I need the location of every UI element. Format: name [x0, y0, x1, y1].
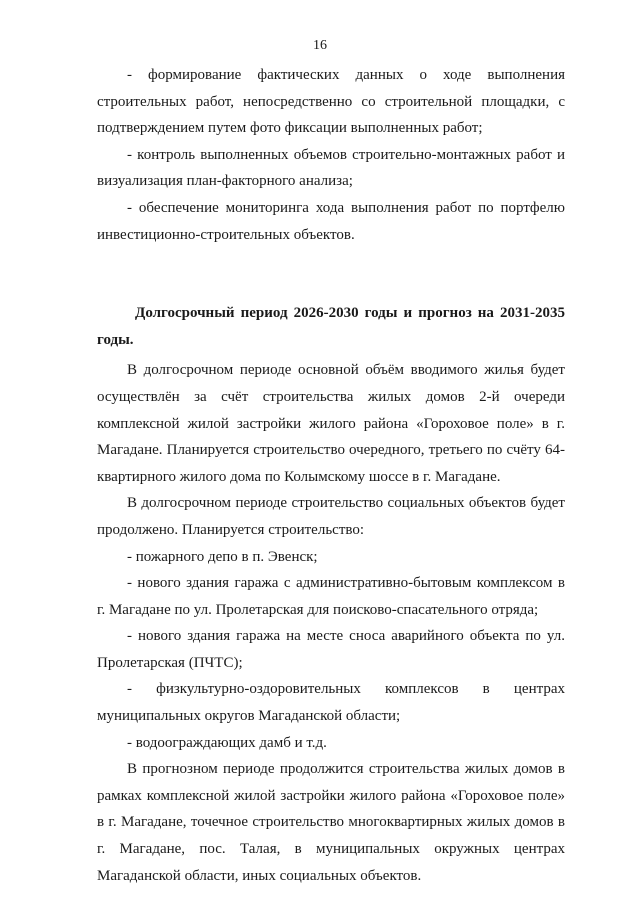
body-paragraph: В долгосрочном периоде строительство социальных объектов будет продолжено. Планируется строительство: [97, 495, 565, 538]
section-heading: Долгосрочный период 2026-2030 годы и прогноз на 2031-2035 годы. [97, 305, 565, 348]
page-number: 16 [313, 38, 327, 53]
document-body [97, 62, 565, 889]
bullet-item: - обеспечение мониторинга хода выполнения работ по портфелю инвестиционно-строительных объектов. [97, 199, 565, 243]
bullet-item: - нового здания гаража на месте сноса аварийного объекта по ул. Пролетарская (ПЧТС); [97, 628, 565, 671]
bullet-item: - водоограждающих дамб и т.д. [127, 734, 327, 751]
body-paragraph: В долгосрочном периоде основной объём вводимого жилья будет осуществлён за счёт строительства жилых домов 2-й очереди комплексной жилой застройки жилого района «Гороховое поле» в г. Магадане. Планируется строительство очередного, третьего по счёту 64-квартирного жилого дома по Колымскому шоссе в г. Магадане. [97, 362, 565, 485]
body-paragraph: В прогнозном периоде продолжится строительства жилых домов в рамках комплексной жилой застройки жилого района «Гороховое поле» в г. Магадане, точечное строительство многоквартирных жилых домов в г. Магадане, пос. Талая, в муниципальных окружных центрах Магаданской области, иных социальных объектов. [97, 761, 565, 884]
bullet-item: - нового здания гаража с административно-бытовым комплексом в г. Магадане по ул. Пролетарская для поисково-спасательного отряда; [97, 575, 565, 618]
bullet-item: - формирование фактических данных о ходе выполнения строительных работ, непосредственно со строительной площадки, с подтверждением путем фото фиксации выполненных работ; [97, 67, 565, 137]
bullet-item: - пожарного депо в п. Эвенск; [127, 548, 318, 565]
bullet-item: - контроль выполненных объемов строительно-монтажных работ и визуализация план-факторного анализа; [97, 146, 565, 190]
bullet-item: - физкультурно-оздоровительных комплексов в центрах муниципальных округов Магаданской области; [97, 681, 565, 725]
